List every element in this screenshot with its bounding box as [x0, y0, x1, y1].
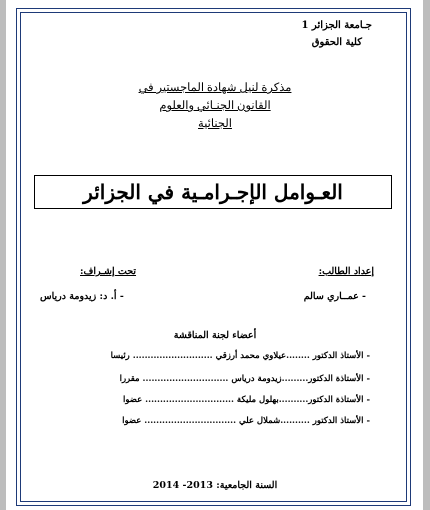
title-box: [34, 175, 392, 209]
student-name: - عمــاري سالم: [303, 291, 366, 302]
memo-line-1: مذكرة لنيل شهادة الماجستير في: [138, 82, 292, 94]
committee-member-president: - الأستاذ الدكتور ........عيلاوي محمد أرزقي ........................... رئيسا: [110, 351, 370, 361]
memo-line-2: القانون الجنـائي والعلوم: [159, 100, 271, 112]
faculty-name: كلية الحقوق: [311, 37, 362, 48]
committee-heading: أعضاء لجنة المناقشة: [173, 330, 257, 341]
supervision-label: تحت إشـراف:: [80, 266, 137, 277]
committee-member-examiner-1: - الأستاذة الدكتور..........بهلول مليكة .............................. عضوا: [123, 395, 370, 405]
committee-member-examiner-2: - الأستاذ الدكتور ..........شملال علي ............................... عضوا: [122, 416, 370, 426]
supervisor-name: - أ. د: زيدومة درياس: [40, 291, 124, 302]
academic-year: السنة الجامعية: 2013- 2014: [152, 480, 278, 491]
university-name: جـامعة الجزائر 1: [301, 20, 372, 31]
preparation-label: إعداد الطالب:: [318, 266, 374, 277]
document-page: [6, 0, 423, 510]
committee-member-rapporteur: - الأستاذة الدكتور.........زيدومة درياس ............................. مقررا: [119, 374, 370, 384]
thesis-title: العـوامل الإجـرامـية في الجزائر: [83, 180, 343, 204]
memo-line-3: الجنائية: [198, 118, 232, 130]
